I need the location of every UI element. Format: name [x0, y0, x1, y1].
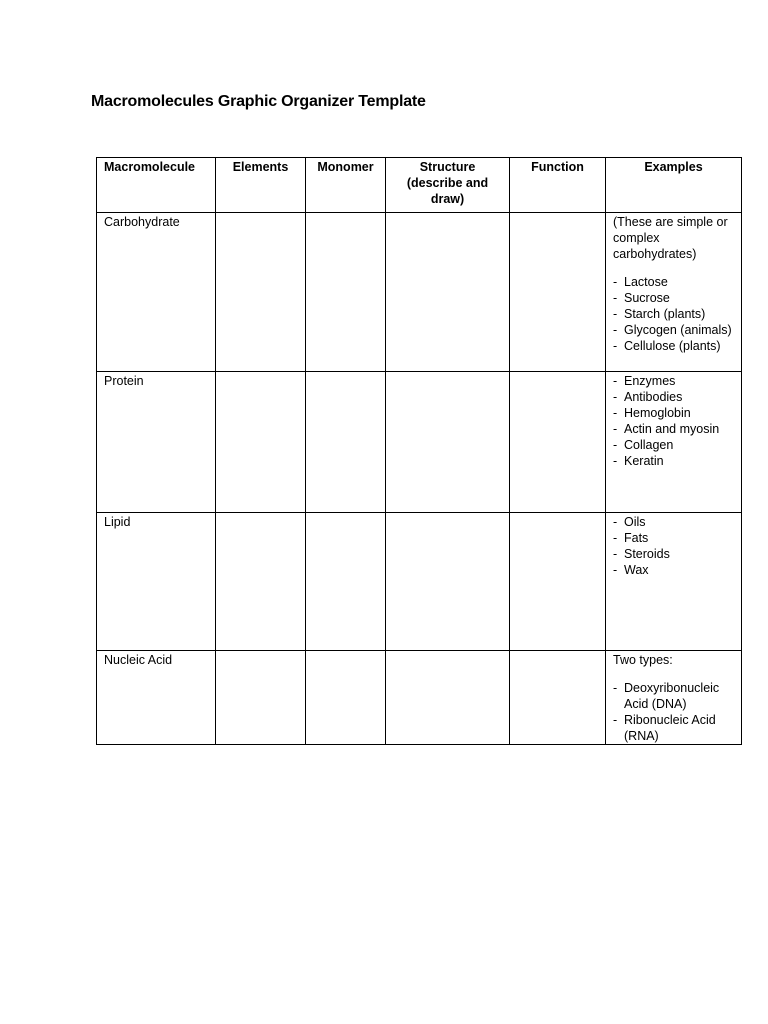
example-text: Lactose — [624, 275, 668, 289]
example-text: Hemoglobin — [624, 406, 691, 420]
cell-macromolecule: Lipid — [97, 513, 216, 651]
list-item — [613, 680, 734, 712]
graphic-organizer-table — [96, 157, 742, 745]
dash-bullet: - — [613, 406, 618, 420]
list-item — [613, 421, 734, 437]
cell-monomer[interactable] — [306, 372, 386, 513]
examples-note: (These are simple or complex carbohydrates) — [613, 215, 728, 261]
example-text: Keratin — [624, 454, 664, 468]
cell-monomer[interactable] — [306, 513, 386, 651]
table-row-lipid — [97, 513, 742, 651]
dash-bullet: - — [613, 307, 618, 321]
cell-examples — [606, 513, 742, 651]
header-examples: Examples — [606, 158, 742, 213]
example-text: Deoxyribonucleic Acid (DNA) — [624, 681, 720, 711]
list-item — [613, 514, 734, 530]
examples-list — [613, 680, 734, 744]
examples-list — [613, 274, 734, 354]
table-row-nucleic-acid — [97, 651, 742, 745]
example-text: Ribonucleic Acid (RNA) — [624, 713, 716, 743]
dash-bullet: - — [613, 515, 618, 529]
cell-examples — [606, 213, 742, 372]
dash-bullet: - — [613, 390, 618, 404]
table-row-protein — [97, 372, 742, 513]
example-text: Glycogen (animals) — [624, 323, 732, 337]
dash-bullet: - — [613, 374, 618, 388]
header-elements: Elements — [216, 158, 306, 213]
list-item — [613, 290, 734, 306]
header-function: Function — [510, 158, 606, 213]
list-item — [613, 306, 734, 322]
list-item — [613, 389, 734, 405]
example-text: Oils — [624, 515, 646, 529]
example-text: Fats — [624, 531, 649, 545]
example-text: Actin and myosin — [624, 422, 720, 436]
header-macromolecule: Macromolecule — [97, 158, 216, 213]
cell-macromolecule: Protein — [97, 372, 216, 513]
list-item — [613, 322, 734, 338]
dash-bullet: - — [613, 681, 618, 695]
cell-examples — [606, 372, 742, 513]
cell-structure[interactable] — [386, 513, 510, 651]
cell-function[interactable] — [510, 513, 606, 651]
dash-bullet: - — [613, 291, 618, 305]
dash-bullet: - — [613, 547, 618, 561]
list-item — [613, 712, 734, 744]
page-title: Macromolecules Graphic Organizer Template — [91, 93, 426, 110]
dash-bullet: - — [613, 339, 618, 353]
examples-intro: Two types: — [613, 653, 673, 667]
dash-bullet: - — [613, 323, 618, 337]
cell-macromolecule: Nucleic Acid — [97, 651, 216, 745]
example-text: Starch (plants) — [624, 307, 706, 321]
dash-bullet: - — [613, 563, 618, 577]
cell-structure[interactable] — [386, 651, 510, 745]
cell-structure[interactable] — [386, 372, 510, 513]
example-text: Antibodies — [624, 390, 683, 404]
cell-function[interactable] — [510, 213, 606, 372]
list-item — [613, 373, 734, 389]
cell-macromolecule: Carbohydrate — [97, 213, 216, 372]
dash-bullet: - — [613, 531, 618, 545]
list-item — [613, 546, 734, 562]
cell-monomer[interactable] — [306, 213, 386, 372]
cell-elements[interactable] — [216, 513, 306, 651]
cell-elements[interactable] — [216, 213, 306, 372]
example-text: Cellulose (plants) — [624, 339, 721, 353]
cell-monomer[interactable] — [306, 651, 386, 745]
cell-structure[interactable] — [386, 213, 510, 372]
examples-list — [613, 514, 734, 578]
example-text: Collagen — [624, 438, 674, 452]
table-row-carbohydrate — [97, 213, 742, 372]
example-text: Wax — [624, 563, 649, 577]
header-monomer: Monomer — [306, 158, 386, 213]
list-item — [613, 530, 734, 546]
list-item — [613, 405, 734, 421]
cell-function[interactable] — [510, 651, 606, 745]
header-row — [97, 158, 742, 213]
cell-elements[interactable] — [216, 372, 306, 513]
list-item — [613, 437, 734, 453]
cell-examples — [606, 651, 742, 745]
list-item — [613, 453, 734, 469]
example-text: Enzymes — [624, 374, 676, 388]
example-text: Steroids — [624, 547, 670, 561]
list-item — [613, 338, 734, 354]
dash-bullet: - — [613, 422, 618, 436]
example-text: Sucrose — [624, 291, 670, 305]
cell-function[interactable] — [510, 372, 606, 513]
dash-bullet: - — [613, 275, 618, 289]
cell-elements[interactable] — [216, 651, 306, 745]
dash-bullet: - — [613, 438, 618, 452]
header-structure: Structure (describe and draw) — [386, 158, 510, 213]
examples-list — [613, 373, 734, 469]
list-item — [613, 562, 734, 578]
dash-bullet: - — [613, 454, 618, 468]
list-item — [613, 274, 734, 290]
dash-bullet: - — [613, 713, 618, 727]
